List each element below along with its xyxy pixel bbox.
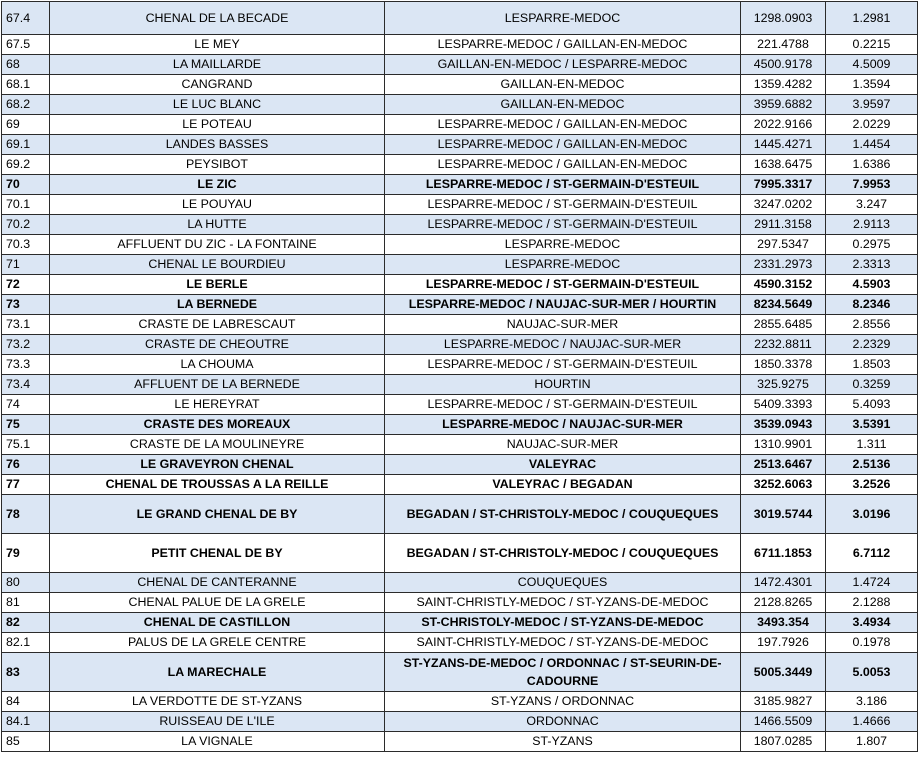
cell-length: 3959.6882 xyxy=(741,95,826,115)
cell-length: 2232.8811 xyxy=(741,335,826,355)
table-row xyxy=(2,692,918,712)
cell-length: 4500.9178 xyxy=(741,55,826,75)
cell-name: LE ZIC xyxy=(50,175,385,195)
cell-communes: ST-YZANS-DE-MEDOC / ORDONNAC / ST-SEURIN-DE-CADOURNE xyxy=(385,653,741,692)
cell-code: 78 xyxy=(2,495,50,534)
cell-name: LA VIGNALE xyxy=(50,732,385,752)
table-row xyxy=(2,573,918,593)
cell-communes: VALEYRAC / BEGADAN xyxy=(385,475,741,495)
table-row xyxy=(2,375,918,395)
cell-code: 67.4 xyxy=(2,2,50,35)
cell-length-km: 1.807 xyxy=(826,732,918,752)
cell-name: CHENAL LE BOURDIEU xyxy=(50,255,385,275)
cell-communes: LESPARRE-MEDOC xyxy=(385,235,741,255)
cell-length-km: 2.9113 xyxy=(826,215,918,235)
cell-length: 2513.6467 xyxy=(741,455,826,475)
table-row xyxy=(2,195,918,215)
cell-length: 2128.8265 xyxy=(741,593,826,613)
cell-communes: ST-YZANS xyxy=(385,732,741,752)
cell-length: 2911.3158 xyxy=(741,215,826,235)
cell-code: 82 xyxy=(2,613,50,633)
cell-name: RUISSEAU DE L'ILE xyxy=(50,712,385,732)
cell-code: 84 xyxy=(2,692,50,712)
cell-length: 1445.4271 xyxy=(741,135,826,155)
table-row xyxy=(2,155,918,175)
table-row xyxy=(2,35,918,55)
cell-code: 79 xyxy=(2,534,50,573)
cell-length: 3185.9827 xyxy=(741,692,826,712)
cell-name: CHENAL DE LA BECADE xyxy=(50,2,385,35)
cell-code: 74 xyxy=(2,395,50,415)
cell-communes: LESPARRE-MEDOC / NAUJAC-SUR-MER xyxy=(385,415,741,435)
cell-name: LE GRAND CHENAL DE BY xyxy=(50,495,385,534)
cell-name: LA MAILLARDE xyxy=(50,55,385,75)
cell-code: 73.1 xyxy=(2,315,50,335)
cell-length: 6711.1853 xyxy=(741,534,826,573)
cell-name: LE MEY xyxy=(50,35,385,55)
cell-name: CHENAL PALUE DE LA GRELE xyxy=(50,593,385,613)
cell-length: 1310.9901 xyxy=(741,435,826,455)
cell-length-km: 2.0229 xyxy=(826,115,918,135)
cell-code: 71 xyxy=(2,255,50,275)
table-row xyxy=(2,395,918,415)
cell-code: 73.3 xyxy=(2,355,50,375)
cell-length: 8234.5649 xyxy=(741,295,826,315)
cell-code: 73.2 xyxy=(2,335,50,355)
table-row xyxy=(2,355,918,375)
cell-code: 76 xyxy=(2,455,50,475)
cell-length: 325.9275 xyxy=(741,375,826,395)
table-row xyxy=(2,115,918,135)
cell-communes: ORDONNAC xyxy=(385,712,741,732)
cell-name: LA MARECHALE xyxy=(50,653,385,692)
table-row xyxy=(2,75,918,95)
cell-communes: HOURTIN xyxy=(385,375,741,395)
cell-name: LE BERLE xyxy=(50,275,385,295)
cell-length-km: 1.4666 xyxy=(826,712,918,732)
cell-length-km: 0.3259 xyxy=(826,375,918,395)
cell-length-km: 1.4724 xyxy=(826,573,918,593)
cell-length-km: 6.7112 xyxy=(826,534,918,573)
cell-name: LA CHOUMA xyxy=(50,355,385,375)
cell-name: CANGRAND xyxy=(50,75,385,95)
cell-length: 297.5347 xyxy=(741,235,826,255)
cell-length-km: 3.186 xyxy=(826,692,918,712)
cell-code: 73.4 xyxy=(2,375,50,395)
cell-name: LE HEREYRAT xyxy=(50,395,385,415)
table-row xyxy=(2,415,918,435)
cell-communes: LESPARRE-MEDOC / ST-GERMAIN-D'ESTEUIL xyxy=(385,215,741,235)
cell-length-km: 3.9597 xyxy=(826,95,918,115)
cell-name: LA VERDOTTE DE ST-YZANS xyxy=(50,692,385,712)
cell-length-km: 4.5009 xyxy=(826,55,918,75)
cell-length-km: 4.5903 xyxy=(826,275,918,295)
cell-name: LA HUTTE xyxy=(50,215,385,235)
cell-code: 70.2 xyxy=(2,215,50,235)
watercourse-table xyxy=(1,1,918,752)
cell-communes: LESPARRE-MEDOC / ST-GERMAIN-D'ESTEUIL xyxy=(385,195,741,215)
table-row xyxy=(2,475,918,495)
cell-communes: LESPARRE-MEDOC / GAILLAN-EN-MEDOC xyxy=(385,135,741,155)
cell-communes: LESPARRE-MEDOC / GAILLAN-EN-MEDOC xyxy=(385,35,741,55)
cell-name: CHENAL DE TROUSSAS A LA REILLE xyxy=(50,475,385,495)
cell-code: 70.3 xyxy=(2,235,50,255)
table-row xyxy=(2,633,918,653)
cell-code: 68.2 xyxy=(2,95,50,115)
cell-name: AFFLUENT DU ZIC - LA FONTAINE xyxy=(50,235,385,255)
cell-code: 67.5 xyxy=(2,35,50,55)
cell-length-km: 3.2526 xyxy=(826,475,918,495)
cell-code: 72 xyxy=(2,275,50,295)
cell-code: 73 xyxy=(2,295,50,315)
cell-code: 69.2 xyxy=(2,155,50,175)
cell-length: 1466.5509 xyxy=(741,712,826,732)
cell-code: 83 xyxy=(2,653,50,692)
cell-code: 80 xyxy=(2,573,50,593)
cell-communes: LESPARRE-MEDOC / GAILLAN-EN-MEDOC xyxy=(385,115,741,135)
cell-communes: GAILLAN-EN-MEDOC xyxy=(385,75,741,95)
cell-communes: LESPARRE-MEDOC xyxy=(385,255,741,275)
cell-length-km: 0.1978 xyxy=(826,633,918,653)
cell-length-km: 3.0196 xyxy=(826,495,918,534)
cell-length: 3539.0943 xyxy=(741,415,826,435)
table-row xyxy=(2,435,918,455)
table-row xyxy=(2,295,918,315)
table-row xyxy=(2,732,918,752)
cell-name: PEYSIBOT xyxy=(50,155,385,175)
cell-communes: BEGADAN / ST-CHRISTOLY-MEDOC / COUQUEQUES xyxy=(385,534,741,573)
cell-name: PALUS DE LA GRELE CENTRE xyxy=(50,633,385,653)
table-row xyxy=(2,593,918,613)
cell-length-km: 1.2981 xyxy=(826,2,918,35)
cell-name: LE LUC BLANC xyxy=(50,95,385,115)
table-row xyxy=(2,275,918,295)
table-row xyxy=(2,613,918,633)
cell-length-km: 2.2329 xyxy=(826,335,918,355)
cell-communes: LESPARRE-MEDOC / ST-GERMAIN-D'ESTEUIL xyxy=(385,395,741,415)
cell-communes: LESPARRE-MEDOC / NAUJAC-SUR-MER / HOURTIN xyxy=(385,295,741,315)
cell-length-km: 2.1288 xyxy=(826,593,918,613)
table-row xyxy=(2,2,918,35)
cell-name: CHENAL DE CANTERANNE xyxy=(50,573,385,593)
cell-code: 75.1 xyxy=(2,435,50,455)
cell-length: 2855.6485 xyxy=(741,315,826,335)
cell-communes: LESPARRE-MEDOC xyxy=(385,2,741,35)
cell-length: 2022.9166 xyxy=(741,115,826,135)
cell-code: 77 xyxy=(2,475,50,495)
cell-communes: BEGADAN / ST-CHRISTOLY-MEDOC / COUQUEQUES xyxy=(385,495,741,534)
cell-length: 3019.5744 xyxy=(741,495,826,534)
cell-code: 84.1 xyxy=(2,712,50,732)
cell-name: AFFLUENT DE LA BERNEDE xyxy=(50,375,385,395)
cell-code: 70 xyxy=(2,175,50,195)
cell-length: 1807.0285 xyxy=(741,732,826,752)
cell-length-km: 1.4454 xyxy=(826,135,918,155)
table-row xyxy=(2,315,918,335)
cell-length-km: 2.5136 xyxy=(826,455,918,475)
cell-length: 221.4788 xyxy=(741,35,826,55)
cell-length-km: 0.2215 xyxy=(826,35,918,55)
cell-length: 3493.354 xyxy=(741,613,826,633)
cell-length: 4590.3152 xyxy=(741,275,826,295)
cell-length: 5409.3393 xyxy=(741,395,826,415)
cell-length-km: 3.4934 xyxy=(826,613,918,633)
cell-communes: LESPARRE-MEDOC / ST-GERMAIN-D'ESTEUIL xyxy=(385,355,741,375)
cell-length-km: 1.6386 xyxy=(826,155,918,175)
cell-length: 1638.6475 xyxy=(741,155,826,175)
table-row xyxy=(2,55,918,75)
cell-length: 1850.3378 xyxy=(741,355,826,375)
cell-code: 70.1 xyxy=(2,195,50,215)
table-row xyxy=(2,653,918,692)
cell-communes: NAUJAC-SUR-MER xyxy=(385,315,741,335)
cell-code: 81 xyxy=(2,593,50,613)
cell-communes: GAILLAN-EN-MEDOC / LESPARRE-MEDOC xyxy=(385,55,741,75)
table-row xyxy=(2,135,918,155)
cell-length-km: 8.2346 xyxy=(826,295,918,315)
cell-length: 1472.4301 xyxy=(741,573,826,593)
cell-name: LANDES BASSES xyxy=(50,135,385,155)
cell-name: LE POUYAU xyxy=(50,195,385,215)
cell-length-km: 2.8556 xyxy=(826,315,918,335)
cell-length: 3252.6063 xyxy=(741,475,826,495)
cell-communes: ST-YZANS / ORDONNAC xyxy=(385,692,741,712)
cell-length-km: 3.247 xyxy=(826,195,918,215)
cell-length: 2331.2973 xyxy=(741,255,826,275)
cell-communes: LESPARRE-MEDOC / GAILLAN-EN-MEDOC xyxy=(385,155,741,175)
cell-code: 85 xyxy=(2,732,50,752)
cell-name: CRASTE DE CHEOUTRE xyxy=(50,335,385,355)
cell-length-km: 2.3313 xyxy=(826,255,918,275)
cell-code: 69 xyxy=(2,115,50,135)
cell-length-km: 5.0053 xyxy=(826,653,918,692)
cell-length: 7995.3317 xyxy=(741,175,826,195)
cell-name: LE GRAVEYRON CHENAL xyxy=(50,455,385,475)
cell-name: CRASTE DE LABRESCAUT xyxy=(50,315,385,335)
cell-name: CRASTE DE LA MOULINEYRE xyxy=(50,435,385,455)
table-row xyxy=(2,712,918,732)
cell-communes: VALEYRAC xyxy=(385,455,741,475)
cell-length-km: 1.3594 xyxy=(826,75,918,95)
cell-communes: COUQUEQUES xyxy=(385,573,741,593)
table-row xyxy=(2,495,918,534)
table-row xyxy=(2,255,918,275)
cell-code: 68.1 xyxy=(2,75,50,95)
table-row xyxy=(2,215,918,235)
cell-length: 5005.3449 xyxy=(741,653,826,692)
cell-code: 75 xyxy=(2,415,50,435)
cell-length-km: 7.9953 xyxy=(826,175,918,195)
table-row xyxy=(2,455,918,475)
cell-length-km: 5.4093 xyxy=(826,395,918,415)
table-body xyxy=(2,2,918,752)
cell-communes: ST-CHRISTOLY-MEDOC / ST-YZANS-DE-MEDOC xyxy=(385,613,741,633)
cell-communes: LESPARRE-MEDOC / NAUJAC-SUR-MER xyxy=(385,335,741,355)
table-row xyxy=(2,235,918,255)
table-row xyxy=(2,95,918,115)
cell-name: PETIT CHENAL DE BY xyxy=(50,534,385,573)
cell-communes: NAUJAC-SUR-MER xyxy=(385,435,741,455)
cell-communes: LESPARRE-MEDOC / ST-GERMAIN-D'ESTEUIL xyxy=(385,175,741,195)
cell-name: LA BERNEDE xyxy=(50,295,385,315)
cell-name: LE POTEAU xyxy=(50,115,385,135)
cell-length-km: 1.8503 xyxy=(826,355,918,375)
cell-name: CHENAL DE CASTILLON xyxy=(50,613,385,633)
table-row xyxy=(2,335,918,355)
cell-code: 69.1 xyxy=(2,135,50,155)
cell-length: 3247.0202 xyxy=(741,195,826,215)
cell-name: CRASTE DES MOREAUX xyxy=(50,415,385,435)
table-row xyxy=(2,534,918,573)
cell-length: 1359.4282 xyxy=(741,75,826,95)
table-row xyxy=(2,175,918,195)
cell-code: 82.1 xyxy=(2,633,50,653)
cell-length-km: 0.2975 xyxy=(826,235,918,255)
cell-communes: LESPARRE-MEDOC / ST-GERMAIN-D'ESTEUIL xyxy=(385,275,741,295)
cell-communes: SAINT-CHRISTLY-MEDOC / ST-YZANS-DE-MEDOC xyxy=(385,633,741,653)
cell-length-km: 1.311 xyxy=(826,435,918,455)
cell-length-km: 3.5391 xyxy=(826,415,918,435)
cell-length: 1298.0903 xyxy=(741,2,826,35)
cell-code: 68 xyxy=(2,55,50,75)
cell-communes: GAILLAN-EN-MEDOC xyxy=(385,95,741,115)
cell-communes: SAINT-CHRISTLY-MEDOC / ST-YZANS-DE-MEDOC xyxy=(385,593,741,613)
cell-length: 197.7926 xyxy=(741,633,826,653)
